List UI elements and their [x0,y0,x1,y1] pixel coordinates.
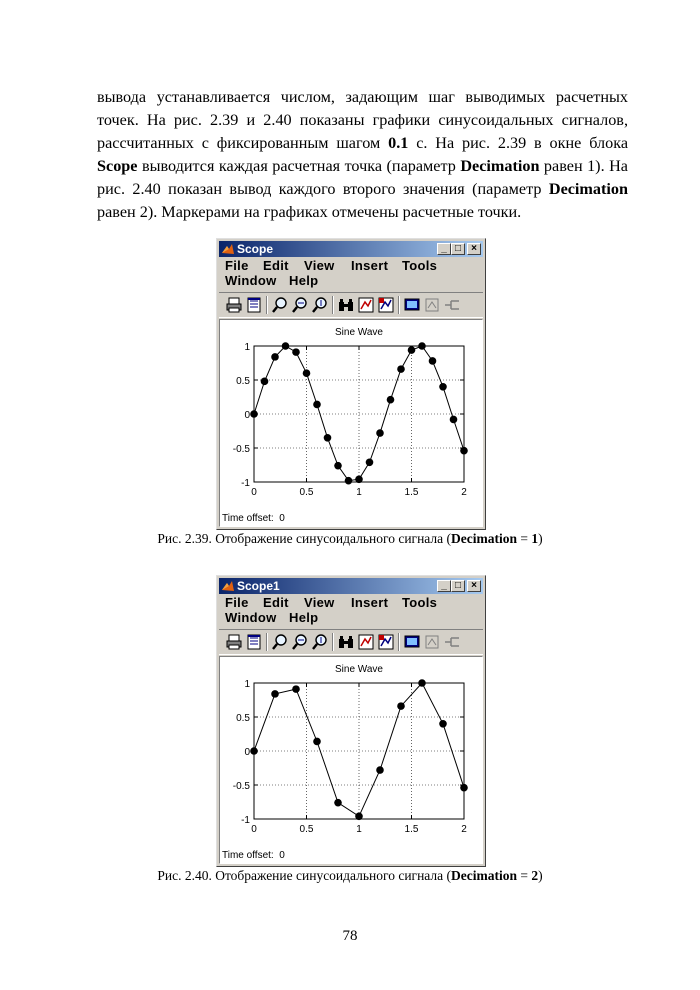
y-tick-label: 1 [244,679,250,690]
signal-selector-icon[interactable] [443,633,461,651]
minimize-button[interactable]: _ [437,243,451,255]
minimize-button[interactable]: _ [437,580,451,592]
signal-selector-icon[interactable] [443,296,461,314]
restore-axes-icon[interactable] [377,633,395,651]
data-point [282,342,290,350]
menu-view[interactable]: View [304,595,335,610]
data-point [387,396,395,404]
zoom-x-icon[interactable] [291,296,309,314]
maximize-button[interactable]: □ [451,580,465,592]
bold-term: 0.1 [388,134,409,152]
zoom-icon[interactable] [271,633,289,651]
caption-param: Decimation [451,868,518,883]
paragraph-text: с. На рис. 2.39 в окне блока [408,134,629,152]
y-tick-label: -1 [241,815,250,826]
data-point [250,410,258,418]
time-offset [222,850,285,861]
toolbar [219,629,483,655]
data-point [376,766,384,774]
zoom-y-icon[interactable] [311,296,329,314]
x-tick-label: 0.5 [299,824,314,835]
bold-term: Decimation [548,180,628,198]
caption-value: 1 [531,531,539,546]
data-point [439,383,447,391]
data-point [313,401,321,409]
print-icon[interactable] [225,633,243,651]
floating-scope-icon[interactable] [403,633,421,651]
menu-window[interactable]: Window [225,610,277,625]
data-point [366,458,374,466]
menu-help[interactable]: Help [289,273,319,288]
menu-edit[interactable]: Edit [263,258,289,273]
y-tick-label: -0.5 [232,781,250,792]
scope-window [216,238,486,530]
data-point [271,690,279,698]
close-button[interactable]: × [467,580,481,592]
body-paragraph [97,86,628,224]
bold-term: Scope [97,157,138,175]
window-title: Scope1 [237,579,280,593]
title-bar[interactable] [219,241,483,257]
menu-help[interactable]: Help [289,610,319,625]
parameters-icon[interactable] [245,296,263,314]
y-tick-label: 0 [244,747,250,758]
data-point [418,342,426,350]
data-point [418,679,426,687]
save-axes-icon[interactable] [357,633,375,651]
data-point [313,738,321,746]
menu-edit[interactable]: Edit [263,595,289,610]
caption-text: Рис. 2.40. Отображение синусоидального сигнала ( [157,868,452,883]
menu-tools[interactable]: Tools [402,595,438,610]
x-tick-label: 2 [461,824,467,835]
x-tick-label: 0 [251,487,257,498]
data-point [397,365,405,373]
x-tick-label: 0.5 [299,487,314,498]
menu-view[interactable]: View [304,258,335,273]
menu-insert[interactable]: Insert [351,595,389,610]
lock-axes-icon[interactable] [423,296,441,314]
data-point [397,702,405,710]
figure-caption [0,531,700,547]
time-offset [222,513,285,524]
plot-area[interactable] [219,656,483,864]
menu-insert[interactable]: Insert [351,258,389,273]
autoscale-icon[interactable] [337,633,355,651]
sine-wave-chart [220,320,482,510]
paragraph-text: вывода устанавливается числом, задающим шаг выводимых расчетных точек. На рис. 2.39 и 2.40 показаны графики синусоидальных сигналов, рассчитанных с фиксированным шагом [97,88,628,152]
data-point [334,799,342,807]
zoom-x-icon[interactable] [291,633,309,651]
data-point [376,429,384,437]
x-tick-label: 1.5 [404,487,419,498]
time-offset-value: 0 [279,513,285,524]
zoom-y-icon[interactable] [311,633,329,651]
floating-scope-icon[interactable] [403,296,421,314]
data-point [460,784,468,792]
x-tick-label: 2 [461,487,467,498]
print-icon[interactable] [225,296,243,314]
scope-window [216,575,486,867]
data-point [334,462,342,470]
zoom-icon[interactable] [271,296,289,314]
page-number: 78 [342,928,358,944]
sine-wave-chart [220,657,482,847]
menu-bar [223,258,481,290]
parameters-icon[interactable] [245,633,263,651]
x-tick-label: 1 [356,824,362,835]
window-title: Scope [237,242,274,256]
caption-value: 2 [531,868,539,883]
x-tick-label: 0 [251,824,257,835]
title-bar[interactable] [219,578,483,594]
data-point [408,346,416,354]
figure-caption [0,868,700,884]
maximize-button[interactable]: □ [451,243,465,255]
data-point [355,812,363,820]
data-point [261,378,269,386]
autoscale-icon[interactable] [337,296,355,314]
x-tick-label: 1 [356,487,362,498]
bold-term: Decimation [460,157,540,175]
menu-window[interactable]: Window [225,273,277,288]
lock-axes-icon[interactable] [423,633,441,651]
chart-title: Sine Wave [335,664,383,675]
close-button[interactable]: × [467,243,481,255]
toolbar [219,292,483,318]
data-point [439,720,447,728]
menu-file[interactable]: File [225,595,249,610]
y-tick-label: -0.5 [232,444,250,455]
data-point [355,475,363,483]
menu-bar [223,595,481,627]
data-point [460,447,468,455]
data-point [250,747,258,755]
data-point [345,477,353,485]
caption-text: Рис. 2.39. Отображение синусоидального сигнала ( [157,531,452,546]
y-tick-label: -1 [241,478,250,489]
menu-file[interactable]: File [225,258,249,273]
chart-title: Sine Wave [335,327,383,338]
data-point [292,685,300,693]
x-tick-label: 1.5 [404,824,419,835]
time-offset-label: Time offset: [222,850,274,861]
matlab-icon [221,579,235,593]
caption-suffix: ) [538,531,543,546]
data-point [303,369,311,377]
save-axes-icon[interactable] [357,296,375,314]
data-point [271,353,279,361]
data-point [429,357,437,365]
matlab-icon [221,242,235,256]
y-tick-label: 1 [244,342,250,353]
plot-area[interactable] [219,319,483,527]
data-point [450,416,458,424]
y-tick-label: 0 [244,410,250,421]
time-offset-label: Time offset: [222,513,274,524]
y-tick-label: 0.5 [236,376,250,387]
data-point [324,434,332,442]
paragraph-text: выводится каждая расчетная точка (параметр [137,157,461,175]
paragraph-text: равен 2). Маркерами на графиках отмечены расчетные точки. [97,203,522,221]
caption-eq: = [517,531,532,546]
menu-tools[interactable]: Tools [402,258,438,273]
restore-axes-icon[interactable] [377,296,395,314]
caption-eq: = [517,868,532,883]
caption-suffix: ) [538,868,543,883]
caption-param: Decimation [451,531,518,546]
y-tick-label: 0.5 [236,713,250,724]
paragraph-text: равен 1). На рис. 2.40 показан вывод каждого второго значения (параметр [97,157,628,198]
time-offset-value: 0 [279,850,285,861]
data-point [292,348,300,356]
